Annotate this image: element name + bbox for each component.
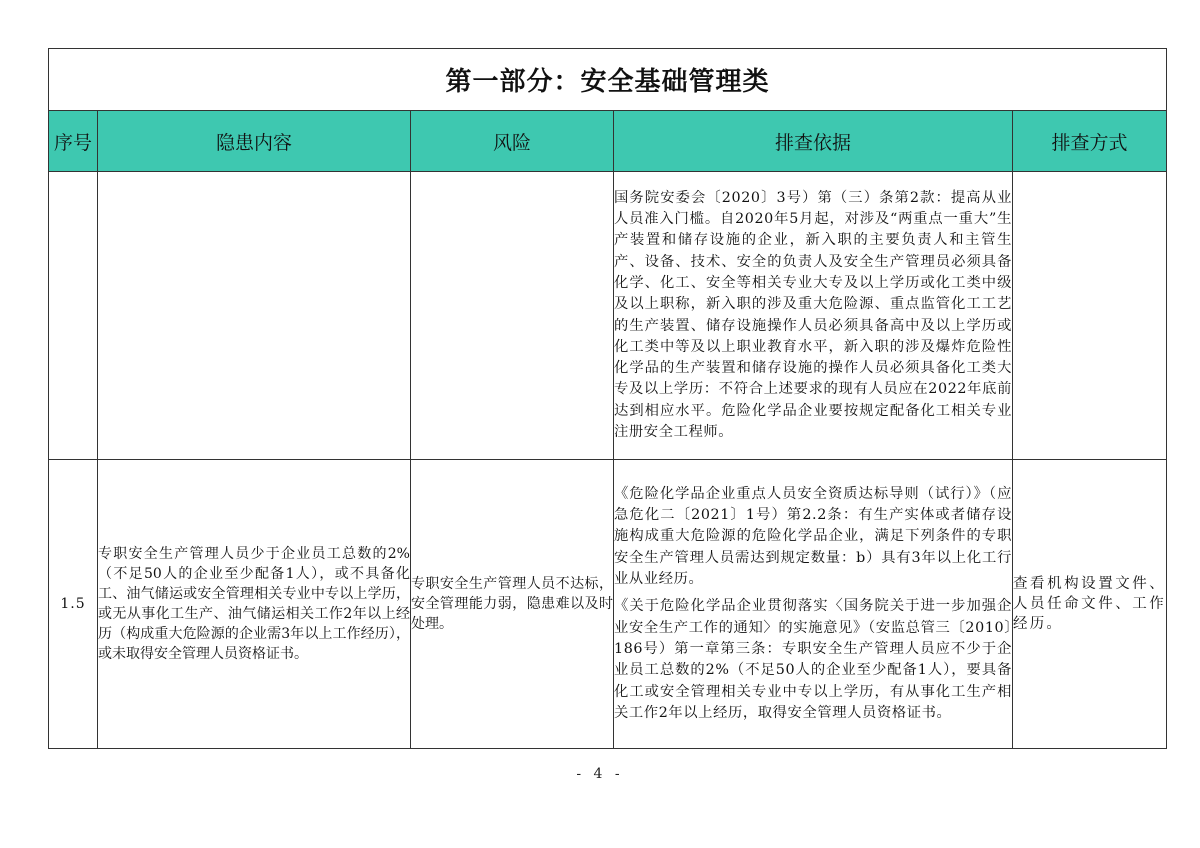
table-row — [49, 172, 1167, 460]
table-row — [49, 460, 1167, 749]
risk-cell — [411, 172, 614, 460]
column-header-risk: 风险 — [411, 111, 614, 172]
row-number: 1.5 — [49, 460, 98, 749]
risk-cell: 专职安全生产管理人员不达标，安全管理能力弱，隐患难以及时处理。 — [411, 460, 614, 749]
page-title: 第一部分：安全基础管理类 — [49, 49, 1167, 111]
hazard-cell: 专职安全生产管理人员少于企业员工总数的2%（不足50人的企业至少配备1人），或不具备化工、油气储运或安全管理相关专业中专以上学历，或无从事化工生产、油气储运相关工作2年以上经历（构成重大危险源的企业需3年以上工作经历），或未取得安全管理人员资格证书。 — [98, 460, 411, 749]
hazard-cell — [98, 172, 411, 460]
method-cell — [1013, 172, 1167, 460]
basis-cell — [614, 172, 1013, 460]
column-header-hazard: 隐患内容 — [98, 111, 411, 172]
method-cell: 查看机构设置文件、人员任命文件、工作经历。 — [1013, 460, 1167, 749]
basis-paragraph: 国务院安委会〔2020〕3号）第（三）条第2款：提高从业人员准入门槛。自2020年5月起，对涉及“两重点一重大”生产装置和储存设施的企业，新入职的主要负责人和主管生产、设备、技术、安全的负责人及安全生产管理员必须具备化学、化工、安全等相关专业大专及以上学历或化工类中级及以上职称，新入职的涉及重大危险源、重点监管化工工艺的生产装置、储存设施操作人员必须具备高中及以上学历或化工类中等及以上职业教育水平，新入职的涉及爆炸危险性化学品的生产装置和储存设施的操作人员必须具备化工类大专及以上学历：不符合上述要求的现有人员应在2022年底前达到相应水平。危险化学品企业要按规定配备化工相关专业注册安全工程师。 — [614, 189, 1012, 440]
table-header — [49, 111, 1167, 172]
page-number: - 4 - — [576, 766, 624, 782]
column-header-method: 排查方式 — [1013, 111, 1167, 172]
column-header-no: 序号 — [49, 111, 98, 172]
row-number — [49, 172, 98, 460]
column-header-basis: 排查依据 — [614, 111, 1013, 172]
basis-cell — [614, 460, 1013, 749]
hazard-table — [48, 48, 1167, 749]
basis-paragraph: 《关于危险化学品企业贯彻落实〈国务院关于进一步加强企业安全生产工作的通知〉的实施意见》（安监总管三〔2010〕186号）第一章第三条：专职安全生产管理人员应不少于企业员工总数的2%（不足50人的企业至少配备1人），要具备化工或安全管理相关专业中专以上学历，有从事化工生产相关工作2年以上经历，取得安全管理人员资格证书。 — [614, 598, 1012, 721]
basis-paragraph: 《危险化学品企业重点人员安全资质达标导则（试行）》（应急危化二〔2021〕1号）第2.2条：有生产实体或者储存设施构成重大危险源的危险化学品企业，满足下列条件的专职安全生产管理人员需达到规定数量：b）具有3年以上化工行业从业经历。 — [614, 485, 1012, 588]
